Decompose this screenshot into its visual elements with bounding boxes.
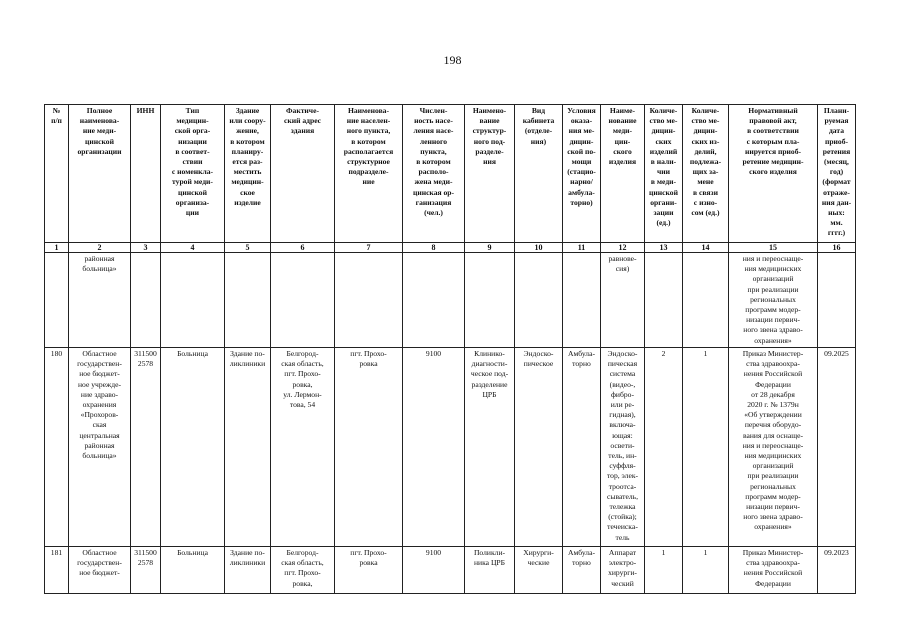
header-cell: Условия оказа- ния ме- дицин- ской по- мощи (стацио- нарно/ амбула- торно) — [563, 105, 601, 243]
table-cell: Хирурги- ческие — [515, 547, 563, 594]
table-cell: Белгород- ская область, пгт. Прохо- ровка, ул. Лермон- това, 54 — [271, 348, 335, 547]
header-cell: Наименова- ние населен- ного пункта, в котором располагается структурное подразделе- ние — [335, 105, 403, 243]
table-cell: 2 — [645, 348, 683, 547]
table-cell: 1 — [683, 547, 729, 594]
table-cell: 9100 — [403, 547, 465, 594]
table-cell — [131, 253, 161, 348]
table-cell: ния и переоснаще- ния медицинских организаций при реализации региональных программ модер- низации первич- ного звена здраво- охранения» — [729, 253, 818, 348]
table-header-row — [45, 105, 856, 243]
table-cell: Аппарат электро- хирурги- ческий — [601, 547, 645, 594]
table-cell: Эндоско- пическое — [515, 348, 563, 547]
table-cell: 311500 2578 — [131, 547, 161, 594]
table-cell: 181 — [45, 547, 69, 594]
header-cell: Плани- руемая дата приоб- ретения (месяц, год) (формат отраже- ния дан- ных: мм. гггг.) — [818, 105, 856, 243]
column-number: 8 — [403, 243, 465, 253]
table-cell — [403, 253, 465, 348]
table-cell: Здание по- ликлиники — [225, 547, 271, 594]
table-cell — [225, 253, 271, 348]
table-cell: районная больница» — [69, 253, 131, 348]
table-cell: Областное государствен- ное бюджет- ное учрежде- ние здраво- охранения «Прохоров- ская центральная районная больница» — [69, 348, 131, 547]
column-number: 4 — [161, 243, 225, 253]
column-number: 15 — [729, 243, 818, 253]
header-cell: Полное наименова- ние меди- цинской организации — [69, 105, 131, 243]
column-number: 9 — [465, 243, 515, 253]
table-cell — [161, 253, 225, 348]
table-cell — [335, 253, 403, 348]
header-cell: Тип медицин- ской орга- низации в соответ- ствии с номенкла- турой меди- цинской организа- ции — [161, 105, 225, 243]
table-cell: Приказ Министер- ства здравоохра- нения Российской Федерации от 28 декабря 2020 г. № 1379н «Об утверждении перечня оборудо- вания для оснаще- ния и переоснаще- ния медицинских организаций при реализации региональных программ модер- низации первич- ного звена здраво- охранения» — [729, 348, 818, 547]
table-cell — [563, 253, 601, 348]
table-cell: 9100 — [403, 348, 465, 547]
column-number: 14 — [683, 243, 729, 253]
table-cell: 1 — [683, 348, 729, 547]
table-cell: Поликли- ника ЦРБ — [465, 547, 515, 594]
table-cell: 311500 2578 — [131, 348, 161, 547]
table-cell — [271, 253, 335, 348]
column-number: 12 — [601, 243, 645, 253]
header-cell: Нормативный правовой акт, в соответствии с которым пла- нируется приоб- ретение медицин- ского изделия — [729, 105, 818, 243]
table-cell: Здание по- ликлиники — [225, 348, 271, 547]
column-number: 16 — [818, 243, 856, 253]
table-cell — [515, 253, 563, 348]
table-row — [45, 253, 856, 348]
header-cell: ИНН — [131, 105, 161, 243]
column-number: 2 — [69, 243, 131, 253]
table-cell: пгт. Прохо- ровка — [335, 348, 403, 547]
table-cell: Больница — [161, 348, 225, 547]
table-cell — [45, 253, 69, 348]
table-cell — [645, 253, 683, 348]
column-number: 5 — [225, 243, 271, 253]
header-cell: Фактиче- ский адрес здания — [271, 105, 335, 243]
page-number: 198 — [443, 53, 462, 67]
table-cell — [465, 253, 515, 348]
column-number: 3 — [131, 243, 161, 253]
column-number: 13 — [645, 243, 683, 253]
table-cell — [683, 253, 729, 348]
header-cell: Количе- ство ме- дицин- ских изделий в нали- чии в меди- цинской органи- зации (ед.) — [645, 105, 683, 243]
header-cell: Здание или соору- жение, в котором планиру- ется раз- местить медицин- ское изделие — [225, 105, 271, 243]
header-cell: Вид кабинета (отделе- ния) — [515, 105, 563, 243]
column-number: 1 — [45, 243, 69, 253]
equipment-table — [44, 104, 856, 594]
table-cell: 180 — [45, 348, 69, 547]
table-row — [45, 348, 856, 547]
header-cell: Числен- ность насе- ления насе- ленного пункта, в котором располо- жена меди- цинская ор- ганизация (чел.) — [403, 105, 465, 243]
table-cell: 1 — [645, 547, 683, 594]
table-cell: Клинико- диагности- ческое под- разделение ЦРБ — [465, 348, 515, 547]
table-cell: Амбула- торно — [563, 547, 601, 594]
column-number: 11 — [563, 243, 601, 253]
table-cell: Приказ Министер- ства здравоохра- нения Российской Федерации — [729, 547, 818, 594]
header-cell: Наимено- вание структур- ного под- разделе- ния — [465, 105, 515, 243]
table-cell: Амбула- торно — [563, 348, 601, 547]
column-number: 7 — [335, 243, 403, 253]
table-cell — [818, 253, 856, 348]
table-row — [45, 547, 856, 594]
table-cell: Областное государствен- ное бюджет- — [69, 547, 131, 594]
header-cell: № п/п — [45, 105, 69, 243]
table-cell: пгт. Прохо- ровка — [335, 547, 403, 594]
table-cell: 09.2023 — [818, 547, 856, 594]
column-number-row — [45, 243, 856, 253]
column-number: 10 — [515, 243, 563, 253]
table-cell: 09.2025 — [818, 348, 856, 547]
table-cell: Эндоско- пическая система (видео-, фибро- или ре- гидная), включа- ющая: освети- тель, ин- суффля- тор, элек- троотса- сыватель, тележка (стойка); течеискa- тель — [601, 348, 645, 547]
table-cell: равнове- сия) — [601, 253, 645, 348]
header-cell: Наиме- нование меди- цин- ского изделия — [601, 105, 645, 243]
table-cell: Белгород- ская область, пгт. Прохо- ровка, — [271, 547, 335, 594]
header-cell: Количе- ство ме- дицин- ских из- делий, подлежа- щих за- мене в связи с изно- сом (ед.) — [683, 105, 729, 243]
table-cell: Больница — [161, 547, 225, 594]
column-number: 6 — [271, 243, 335, 253]
